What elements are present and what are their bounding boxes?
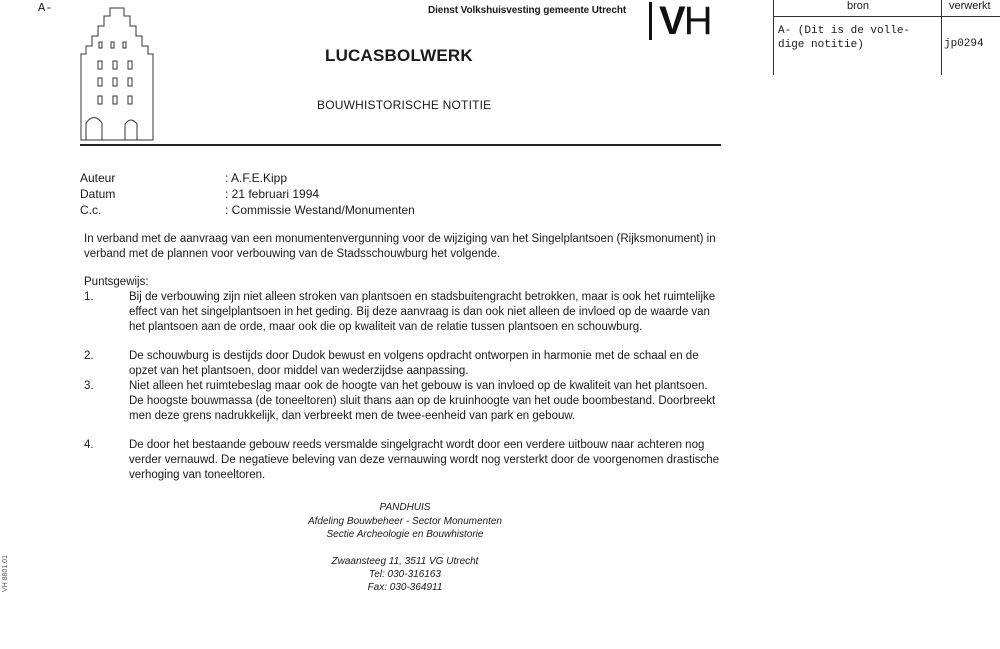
side-code: VH 8801.01 (2, 555, 9, 592)
footer-org: PANDHUIS (379, 502, 431, 513)
item-text: Bij de verbouwing zijn niet alleen stroken van plantsoen en stadsbuitengracht betrokken, maar is ook het ruimtelijke effect van het singelplantsoen in het geding. Bij deze aanvraag is dan ook niet alleen de invloed op de waarde van het plantsoen aan de orde, maar ook die op kwaliteit van de relatie tussen plantsoen en schouwburg. (129, 291, 716, 333)
document-title: LUCASBOLWERK (325, 46, 473, 65)
footer-section: Sectie Archeologie en Bouwhistorie (326, 529, 484, 540)
document-subtitle: BOUWHISTORISCHE NOTITIE (317, 98, 492, 112)
meta-value-datum: : 21 februari 1994 (225, 187, 320, 201)
card-bron-line1: A- (Dit is de volle- (778, 25, 911, 37)
card-verwerkt-value: jp0294 (944, 38, 984, 50)
item-text: Niet alleen het ruimtebeslag maar ook de hoogte van het gebouw is van invloed op de kwaliteit van het plantsoen. De hoogste bouwmassa (de toneeltoren) sluit thans aan op de kruinhoogte van het oude boombestand. Doorbreekt men deze grens nadrukkelijk, dan verbreekt men de twee-eenheid van park en gebouw. (129, 380, 716, 422)
card-bron-line2: dige notitie) (778, 39, 864, 51)
item-number: 2. (84, 350, 94, 362)
meta-label-cc: C.c. (80, 203, 102, 217)
item-number: 1. (84, 291, 94, 303)
vh-logo-h: H (683, 0, 711, 43)
corner-mark: A- (38, 1, 53, 15)
footer-tel: Tel: 030-316163 (369, 569, 441, 580)
footer-address: Zwaansteeg 11, 3511 VG Utrecht (331, 556, 479, 567)
item-text: De schouwburg is destijds door Dudok bewust en volgens opdracht ontworpen in harmonie met de schaal en de opzet van het plantsoen, door middel van wederzijdse aanpassing. (129, 350, 699, 377)
card-border-mid (941, 0, 942, 75)
meta-label-datum: Datum (80, 187, 116, 201)
meta-value-cc: : Commissie Westand/Monumenten (225, 203, 415, 217)
item-text: De door het bestaande gebouw reeds versmalde singelgracht wordt door een verdere uitbouw naar achteren nog verder vernauwd. De negatieve beleving van deze vernauwing wordt nog versterkt door de voorgenomen drastische verhoging van toneeltoren. (129, 439, 720, 481)
footer-fax: Fax: 030-364911 (367, 582, 443, 593)
card-bron-text (778, 24, 910, 52)
header-rule (80, 144, 721, 146)
item-number: 4. (84, 439, 94, 451)
meta-value-auteur: : A.F.E.Kipp (225, 171, 288, 185)
punts-label: Puntsgewijs: (84, 276, 149, 288)
index-card (773, 0, 1000, 75)
logo-bar (649, 2, 652, 40)
card-header-bron: bron (847, 0, 870, 12)
card-divider (773, 16, 1000, 17)
meta-label-auteur: Auteur (80, 171, 116, 185)
card-header-verwerkt: verwerkt (949, 0, 991, 12)
vh-logo-v: V (659, 0, 684, 43)
card-border-left (773, 0, 774, 75)
vh-logo (659, 0, 711, 42)
footer-dept: Afdeling Bouwbeheer - Sector Monumenten (307, 516, 502, 527)
building-logo-icon (78, 6, 156, 142)
intro-paragraph: In verband met de aanvraag van een monumentenvergunning voor de wijziging van het Singelplantsoen (Rijksmonument) in verband met de plannen voor verbouwing van de Stadsschouwburg het volgende. (84, 233, 716, 260)
department-name: Dienst Volkshuisvesting gemeente Utrecht (428, 5, 627, 16)
item-number: 3. (84, 380, 94, 392)
